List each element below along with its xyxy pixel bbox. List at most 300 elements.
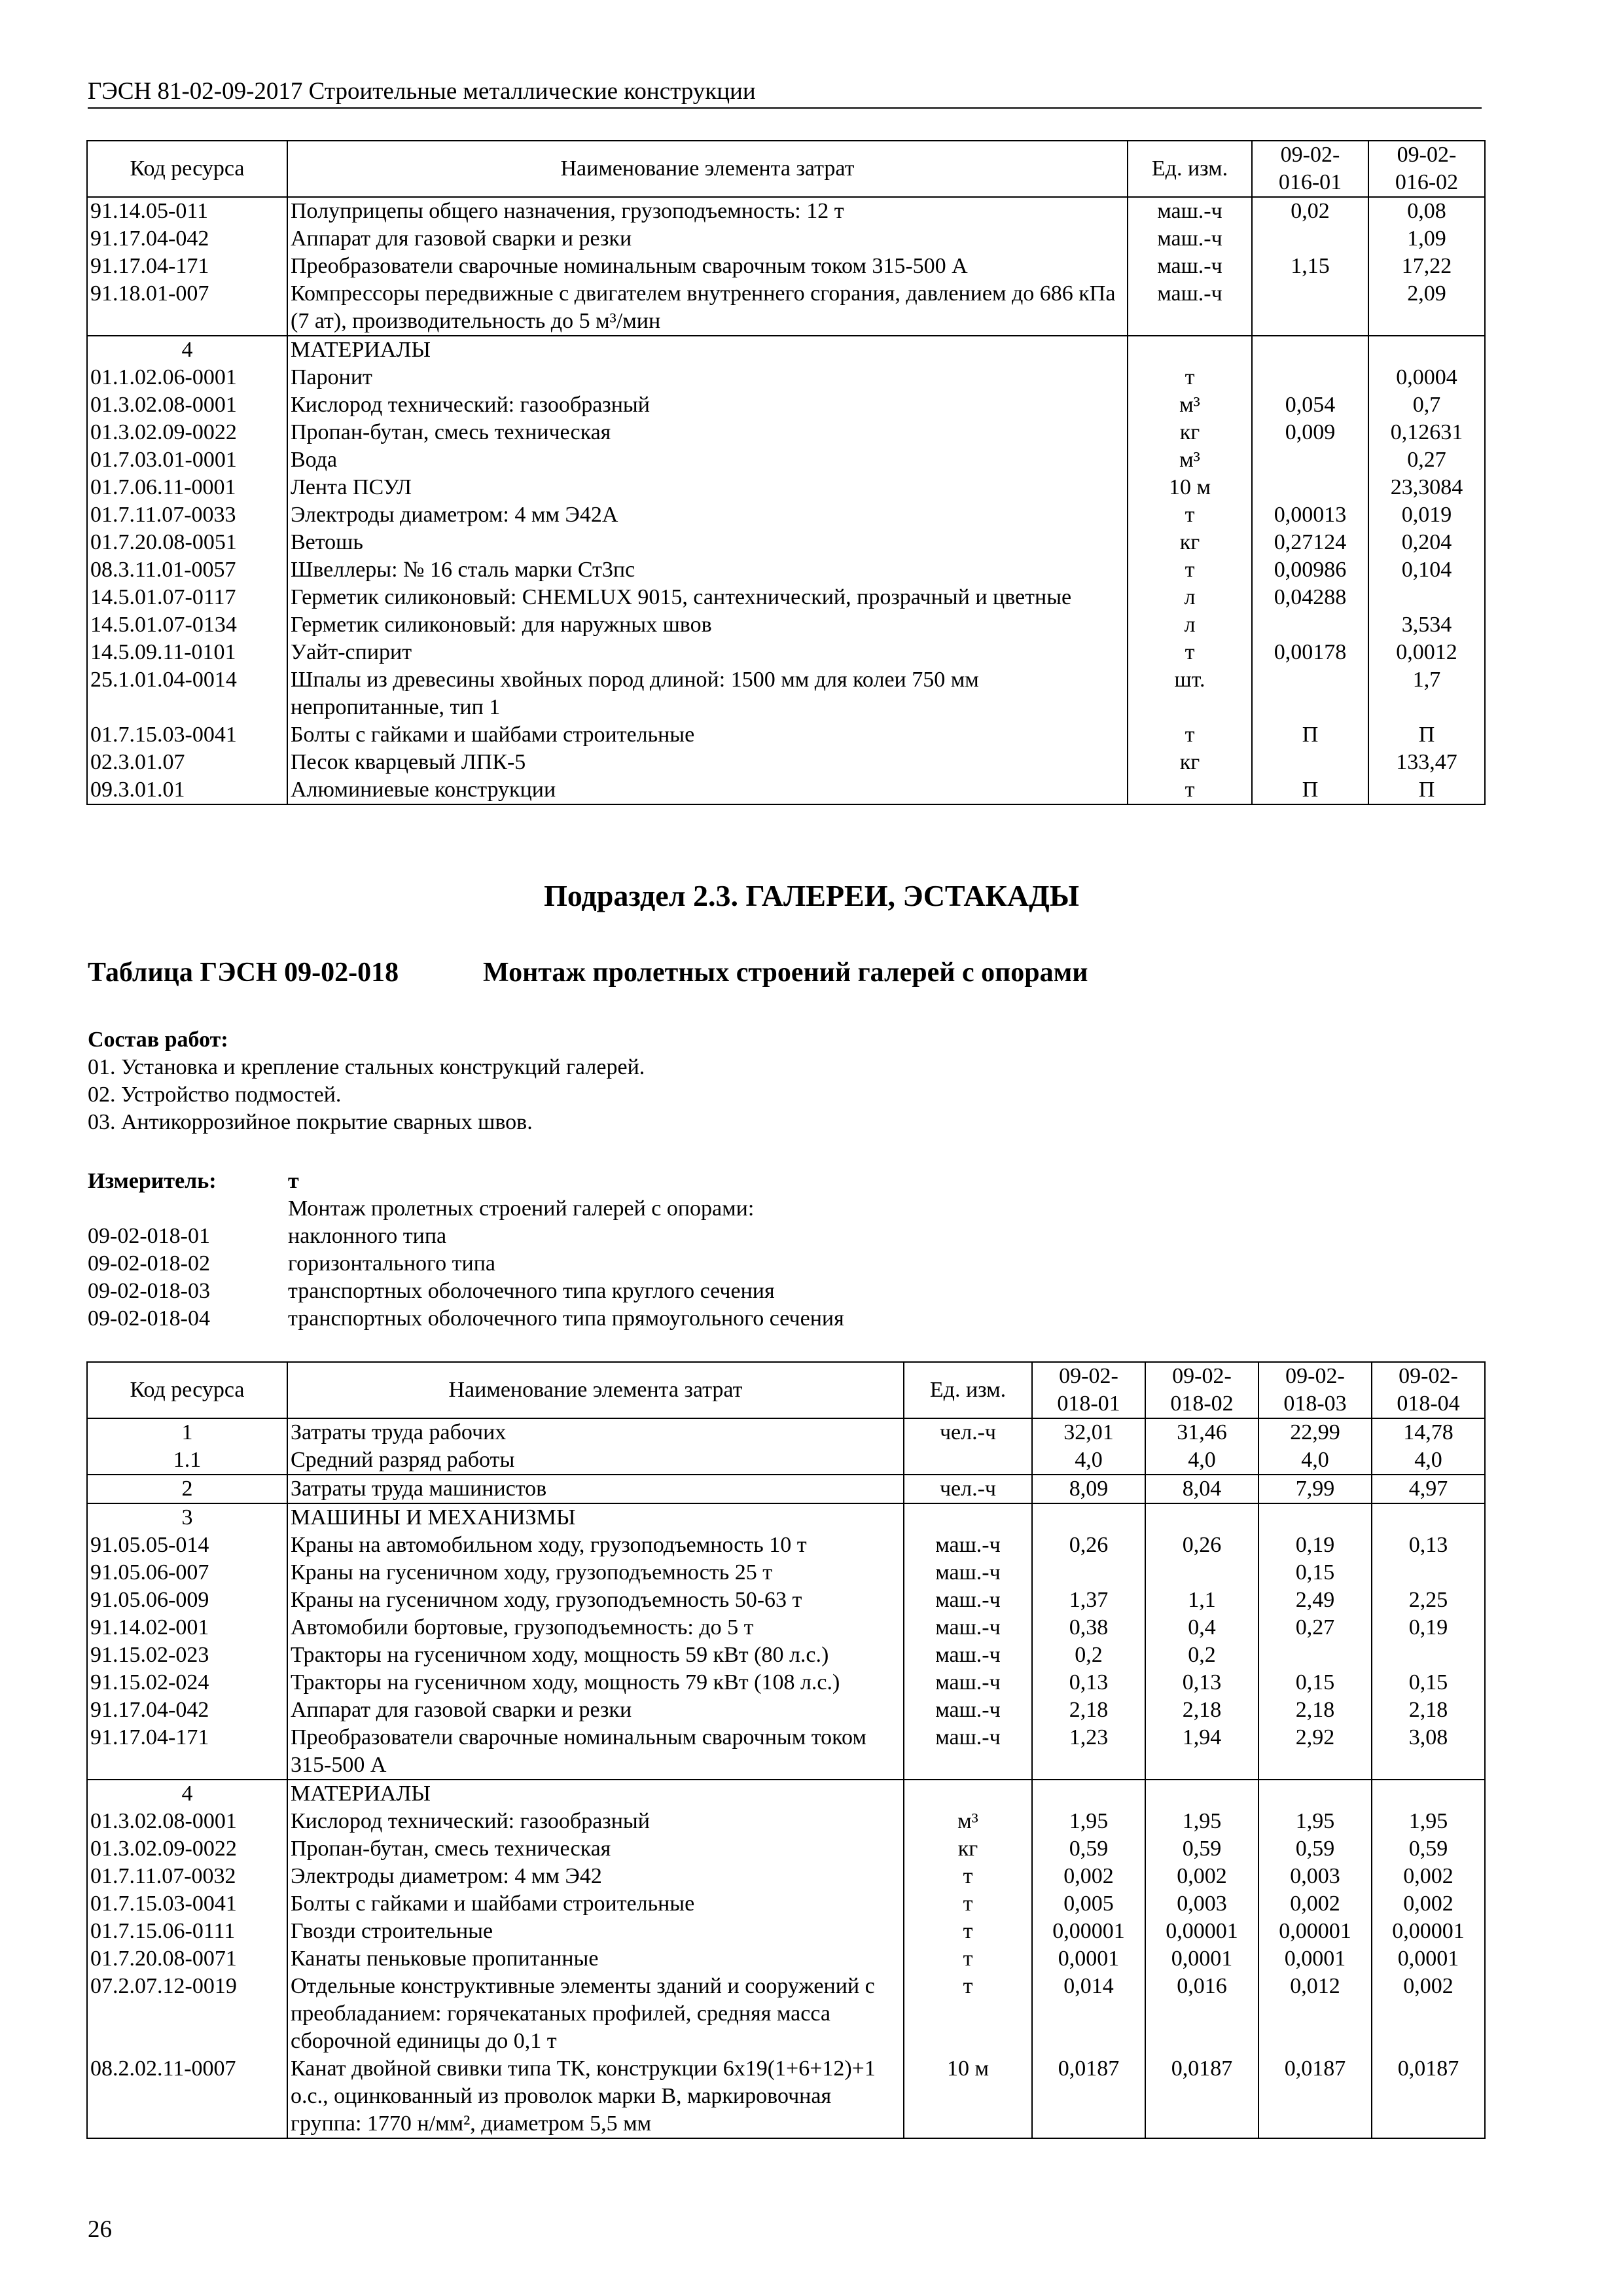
- norm-value: 0,19: [1372, 1614, 1485, 1641]
- table-row: [87, 776, 1485, 804]
- table-row: [87, 391, 1485, 419]
- norm-value: 22,99: [1258, 1418, 1372, 1446]
- resource-code: 91.15.02-024: [87, 1669, 287, 1696]
- norm-value: П: [1368, 721, 1485, 749]
- unit: т: [904, 1863, 1032, 1890]
- norm-value: 0,27: [1258, 1614, 1372, 1641]
- table-title: Монтаж пролетных строений галерей с опорами: [483, 958, 1088, 988]
- norm-value: [1252, 666, 1368, 721]
- unit: т: [904, 1973, 1032, 2055]
- norm-value: 0,2: [1145, 1641, 1258, 1669]
- unit: чел.-ч: [904, 1418, 1032, 1446]
- section-row: [87, 1780, 1485, 1808]
- norm-value: 0,0187: [1032, 2055, 1145, 2138]
- unit: маш.-ч: [1128, 280, 1252, 336]
- resource-code: 01.7.11.07-0033: [87, 501, 287, 529]
- table-row: [87, 721, 1485, 749]
- resource-name: Герметик силиконовый: для наружных швов: [287, 611, 1128, 639]
- norm-value: 0,0001: [1372, 1945, 1485, 1973]
- table-row: [87, 1446, 1485, 1475]
- resource-name: МАШИНЫ И МЕХАНИЗМЫ: [287, 1503, 904, 1532]
- norm-value: 0,15: [1258, 1669, 1372, 1696]
- table-row: [87, 225, 1485, 253]
- norm-value: [1372, 1641, 1485, 1669]
- resource-name: Средний разряд работы: [287, 1446, 904, 1475]
- norm-value: 0,00001: [1145, 1918, 1258, 1945]
- resource-name: МАТЕРИАЛЫ: [287, 336, 1128, 364]
- measure-items: [88, 1223, 1331, 1333]
- unit: м³: [904, 1808, 1032, 1835]
- table-row: [87, 639, 1485, 666]
- running-header: ГЭСН 81-02-09-2017 Строительные металлические конструкции: [88, 77, 1482, 109]
- resource-name: Затраты труда машинистов: [287, 1475, 904, 1503]
- column-header: 09-02- 018-04: [1372, 1362, 1485, 1418]
- resource-table-016: [86, 140, 1486, 805]
- work-items: [88, 1054, 645, 1136]
- unit: кг: [904, 1835, 1032, 1863]
- measure-text: горизонтального типа: [288, 1251, 495, 1276]
- resource-code: 02.3.01.07: [87, 749, 287, 776]
- resource-name: Электроды диаметром: 4 мм Э42А: [287, 501, 1128, 529]
- unit: [904, 1446, 1032, 1475]
- unit: маш.-ч: [904, 1587, 1032, 1614]
- norm-value: 0,08: [1368, 197, 1485, 225]
- norm-value: 2,18: [1258, 1696, 1372, 1724]
- resource-name: Лента ПСУЛ: [287, 474, 1128, 501]
- norm-value: 0,054: [1252, 391, 1368, 419]
- resource-code: 4: [87, 1780, 287, 1808]
- norm-value: 7,99: [1258, 1475, 1372, 1503]
- norm-value: 0,003: [1258, 1863, 1372, 1890]
- table-header-row: [87, 141, 1485, 197]
- resource-code: 14.5.09.11-0101: [87, 639, 287, 666]
- norm-value: 2,18: [1145, 1696, 1258, 1724]
- norm-value: 2,25: [1372, 1587, 1485, 1614]
- norm-value: [1032, 1503, 1145, 1532]
- column-header: 09-02- 018-03: [1258, 1362, 1372, 1418]
- norm-value: 0,27124: [1252, 529, 1368, 556]
- resource-name: Краны на автомобильном ходу, грузоподъемность 10 т: [287, 1532, 904, 1559]
- measure-code: 09-02-018-01: [88, 1224, 210, 1248]
- unit: л: [1128, 584, 1252, 611]
- resource-name: Кислород технический: газообразный: [287, 1808, 904, 1835]
- resource-code: 1.1: [87, 1446, 287, 1475]
- unit: кг: [1128, 419, 1252, 446]
- norm-value: 0,59: [1372, 1835, 1485, 1863]
- norm-value: 0,002: [1372, 1863, 1485, 1890]
- work-item: 02. Устройство подмостей.: [88, 1083, 342, 1107]
- norm-value: [1368, 584, 1485, 611]
- resource-code: 91.15.02-023: [87, 1641, 287, 1669]
- table-row: [87, 2055, 1485, 2138]
- resource-name: Песок кварцевый ЛПК-5: [287, 749, 1128, 776]
- resource-code: 91.17.04-042: [87, 225, 287, 253]
- table-row: [87, 1669, 1485, 1696]
- unit: маш.-ч: [904, 1696, 1032, 1724]
- norm-value: 0,12631: [1368, 419, 1485, 446]
- unit: маш.-ч: [904, 1724, 1032, 1780]
- norm-value: 0,00178: [1252, 639, 1368, 666]
- norm-value: П: [1252, 776, 1368, 804]
- resource-code: 09.3.01.01: [87, 776, 287, 804]
- resource-code: 08.2.02.11-0007: [87, 2055, 287, 2138]
- norm-value: 0,38: [1032, 1614, 1145, 1641]
- table-row: [87, 446, 1485, 474]
- resource-code: 91.14.05-011: [87, 197, 287, 225]
- table-header-row: [87, 1362, 1485, 1418]
- resource-code: 01.7.15.03-0041: [87, 721, 287, 749]
- table-row: [87, 1418, 1485, 1446]
- unit: 10 м: [1128, 474, 1252, 501]
- column-header: 09-02- 018-01: [1032, 1362, 1145, 1418]
- section-row: [87, 336, 1485, 364]
- norm-value: 0,02: [1252, 197, 1368, 225]
- norm-value: 0,0001: [1145, 1945, 1258, 1973]
- norm-value: 0,002: [1032, 1863, 1145, 1890]
- norm-value: 1,7: [1368, 666, 1485, 721]
- unit: маш.-ч: [1128, 225, 1252, 253]
- table-row: [87, 1532, 1485, 1559]
- norm-value: [1145, 1780, 1258, 1808]
- resource-name: Полуприцепы общего назначения, грузоподъемность: 12 т: [287, 197, 1128, 225]
- measure-text: транспортных оболочечного типа круглого сечения: [288, 1279, 775, 1303]
- norm-value: [1032, 1780, 1145, 1808]
- resource-name: Швеллеры: № 16 сталь марки Ст3пс: [287, 556, 1128, 584]
- norm-value: 1,23: [1032, 1724, 1145, 1780]
- norm-value: 0,0012: [1368, 639, 1485, 666]
- norm-value: 4,97: [1372, 1475, 1485, 1503]
- table-row: [87, 1724, 1485, 1780]
- table-row: [87, 280, 1485, 336]
- norm-value: 0,59: [1032, 1835, 1145, 1863]
- resource-code: 3: [87, 1503, 287, 1532]
- norm-value: 1,09: [1368, 225, 1485, 253]
- norm-value: 0,04288: [1252, 584, 1368, 611]
- unit: маш.-ч: [904, 1559, 1032, 1587]
- resource-name: Тракторы на гусеничном ходу, мощность 79 кВт (108 л.с.): [287, 1669, 904, 1696]
- column-header: Ед. изм.: [1128, 141, 1252, 197]
- norm-value: 4,0: [1145, 1446, 1258, 1475]
- norm-value: 133,47: [1368, 749, 1485, 776]
- norm-value: 0,002: [1372, 1890, 1485, 1918]
- norm-value: [1252, 611, 1368, 639]
- resource-code: 01.7.15.03-0041: [87, 1890, 287, 1918]
- resource-code: 4: [87, 336, 287, 364]
- resource-code: 01.3.02.09-0022: [87, 1835, 287, 1863]
- norm-value: [1145, 1503, 1258, 1532]
- unit: т: [1128, 364, 1252, 391]
- measure-item: [88, 1250, 1331, 1278]
- resource-code: 91.05.06-009: [87, 1587, 287, 1614]
- unit: маш.-ч: [904, 1614, 1032, 1641]
- resource-name: Вода: [287, 446, 1128, 474]
- norm-value: 0,13: [1032, 1669, 1145, 1696]
- norm-value: 14,78: [1372, 1418, 1485, 1446]
- column-header: Код ресурса: [87, 141, 287, 197]
- column-header: 09-02- 016-01: [1252, 141, 1368, 197]
- resource-name: Электроды диаметром: 4 мм Э42: [287, 1863, 904, 1890]
- work-label: Состав работ:: [88, 1028, 228, 1052]
- norm-value: 0,26: [1145, 1532, 1258, 1559]
- measure-description: Монтаж пролетных строений галерей с опорами:: [288, 1196, 755, 1221]
- resource-code: 01.7.15.06-0111: [87, 1918, 287, 1945]
- norm-value: 4,0: [1258, 1446, 1372, 1475]
- resource-code: 91.05.06-007: [87, 1559, 287, 1587]
- norm-value: 0,012: [1258, 1973, 1372, 2055]
- norm-value: [1252, 446, 1368, 474]
- resource-name: Краны на гусеничном ходу, грузоподъемность 50-63 т: [287, 1587, 904, 1614]
- resource-name: Преобразователи сварочные номинальным сварочным током 315-500 А: [287, 253, 1128, 280]
- norm-value: 0,00001: [1258, 1918, 1372, 1945]
- unit: кг: [1128, 749, 1252, 776]
- resource-code: 01.3.02.08-0001: [87, 391, 287, 419]
- unit: [1128, 336, 1252, 364]
- page-number: 26: [88, 2216, 112, 2243]
- norm-value: 0,002: [1372, 1973, 1485, 2055]
- table-row: [87, 1475, 1485, 1503]
- norm-value: 0,59: [1258, 1835, 1372, 1863]
- norm-value: 2,49: [1258, 1587, 1372, 1614]
- unit: шт.: [1128, 666, 1252, 721]
- norm-value: 1,15: [1252, 253, 1368, 280]
- norm-value: 0,00013: [1252, 501, 1368, 529]
- unit: м³: [1128, 391, 1252, 419]
- resource-code: 07.2.07.12-0019: [87, 1973, 287, 2055]
- measure-code: 09-02-018-04: [88, 1306, 210, 1331]
- norm-value: 0,0187: [1145, 2055, 1258, 2138]
- resource-name: Пропан-бутан, смесь техническая: [287, 1835, 904, 1863]
- norm-value: [1252, 749, 1368, 776]
- table-row: [87, 584, 1485, 611]
- table-row: [87, 1863, 1485, 1890]
- resource-table-018: [86, 1361, 1486, 2139]
- resource-code: 14.5.01.07-0134: [87, 611, 287, 639]
- unit: маш.-ч: [904, 1641, 1032, 1669]
- resource-code: 91.14.02-001: [87, 1614, 287, 1641]
- resource-name: Кислород технический: газообразный: [287, 391, 1128, 419]
- resource-code: 91.05.05-014: [87, 1532, 287, 1559]
- unit: маш.-ч: [904, 1532, 1032, 1559]
- norm-value: [1252, 336, 1368, 364]
- resource-code: 14.5.01.07-0117: [87, 584, 287, 611]
- norm-value: 0,26: [1032, 1532, 1145, 1559]
- resource-name: Краны на гусеничном ходу, грузоподъемность 25 т: [287, 1559, 904, 1587]
- norm-value: 0,15: [1372, 1669, 1485, 1696]
- norm-value: 0,0187: [1258, 2055, 1372, 2138]
- norm-value: 1,37: [1032, 1587, 1145, 1614]
- table-label: Таблица ГЭСН 09-02-018: [88, 958, 399, 988]
- table-row: [87, 1559, 1485, 1587]
- resource-code: 91.17.04-171: [87, 1724, 287, 1780]
- norm-value: [1258, 1641, 1372, 1669]
- resource-name: Болты с гайками и шайбами строительные: [287, 1890, 904, 1918]
- table-row: [87, 1890, 1485, 1918]
- norm-value: 0,13: [1145, 1669, 1258, 1696]
- norm-value: 0,15: [1258, 1559, 1372, 1587]
- table-row: [87, 749, 1485, 776]
- resource-code: 01.7.20.08-0051: [87, 529, 287, 556]
- norm-value: [1258, 1503, 1372, 1532]
- resource-code: 01.3.02.09-0022: [87, 419, 287, 446]
- measure-item: [88, 1223, 1331, 1250]
- resource-code: 1: [87, 1418, 287, 1446]
- resource-name: Герметик силиконовый: CHEMLUX 9015, сантехнический, прозрачный и цветные: [287, 584, 1128, 611]
- norm-value: 1,95: [1032, 1808, 1145, 1835]
- norm-value: 0,016: [1145, 1973, 1258, 2055]
- table-row: [87, 529, 1485, 556]
- unit: маш.-ч: [904, 1669, 1032, 1696]
- resource-name: Тракторы на гусеничном ходу, мощность 59 кВт (80 л.с.): [287, 1641, 904, 1669]
- measure-code: 09-02-018-02: [88, 1251, 210, 1276]
- measure-text: наклонного типа: [288, 1224, 447, 1248]
- norm-value: 0,002: [1258, 1890, 1372, 1918]
- resource-name: Канат двойной свивки типа ТК, конструкции 6х19(1+6+12)+1 о.с., оцинкованный из проволок марки В, маркировочная группа: 1770 н/мм², диаметром 5,5 мм: [287, 2055, 904, 2138]
- norm-value: 3,534: [1368, 611, 1485, 639]
- resource-name: Затраты труда рабочих: [287, 1418, 904, 1446]
- column-header: Наименование элемента затрат: [287, 1362, 904, 1418]
- unit: м³: [1128, 446, 1252, 474]
- resource-code: 01.3.02.08-0001: [87, 1808, 287, 1835]
- norm-value: [1145, 1559, 1258, 1587]
- norm-value: 0,104: [1368, 556, 1485, 584]
- norm-value: 0,19: [1258, 1532, 1372, 1559]
- resource-name: Пропан-бутан, смесь техническая: [287, 419, 1128, 446]
- unit: маш.-ч: [1128, 197, 1252, 225]
- unit: т: [1128, 776, 1252, 804]
- section-title: Подраздел 2.3. ГАЛЕРЕИ, ЭСТАКАДЫ: [544, 879, 1079, 912]
- norm-value: 0,0001: [1032, 1945, 1145, 1973]
- norm-value: [1368, 336, 1485, 364]
- resource-code: 25.1.01.04-0014: [87, 666, 287, 721]
- resource-code: 01.7.03.01-0001: [87, 446, 287, 474]
- resource-name: Отдельные конструктивные элементы зданий и сооружений с преобладанием: горячекатаных профилей, средняя масса сборочной единицы до 0,1 т: [287, 1973, 904, 2055]
- norm-value: 0,59: [1145, 1835, 1258, 1863]
- resource-code: 08.3.11.01-0057: [87, 556, 287, 584]
- unit: кг: [1128, 529, 1252, 556]
- resource-name: Шпалы из древесины хвойных пород длиной: 1500 мм для колеи 750 мм непропитанные, тип 1: [287, 666, 1128, 721]
- table-row: [87, 197, 1485, 225]
- resource-name: Канаты пеньковые пропитанные: [287, 1945, 904, 1973]
- resource-code: 01.7.20.08-0071: [87, 1945, 287, 1973]
- resource-name: Алюминиевые конструкции: [287, 776, 1128, 804]
- unit: чел.-ч: [904, 1475, 1032, 1503]
- norm-value: 1,94: [1145, 1724, 1258, 1780]
- resource-code: 2: [87, 1475, 287, 1503]
- norm-value: 32,01: [1032, 1418, 1145, 1446]
- norm-value: [1258, 1780, 1372, 1808]
- norm-value: 23,3084: [1368, 474, 1485, 501]
- norm-value: [1252, 474, 1368, 501]
- norm-value: 17,22: [1368, 253, 1485, 280]
- norm-value: 2,09: [1368, 280, 1485, 336]
- norm-value: 2,18: [1032, 1696, 1145, 1724]
- norm-value: 0,002: [1145, 1863, 1258, 1890]
- unit: т: [1128, 721, 1252, 749]
- unit: т: [904, 1890, 1032, 1918]
- norm-value: 8,04: [1145, 1475, 1258, 1503]
- unit: л: [1128, 611, 1252, 639]
- norm-value: 0,003: [1145, 1890, 1258, 1918]
- norm-value: 0,014: [1032, 1973, 1145, 2055]
- norm-value: [1372, 1780, 1485, 1808]
- table-row: [87, 474, 1485, 501]
- norm-value: 2,92: [1258, 1724, 1372, 1780]
- norm-value: П: [1368, 776, 1485, 804]
- resource-name: Ветошь: [287, 529, 1128, 556]
- norm-value: 0,00001: [1372, 1918, 1485, 1945]
- norm-value: 31,46: [1145, 1418, 1258, 1446]
- table-row: [87, 1808, 1485, 1835]
- norm-value: 4,0: [1372, 1446, 1485, 1475]
- resource-name: Аппарат для газовой сварки и резки: [287, 225, 1128, 253]
- unit: т: [1128, 639, 1252, 666]
- column-header: 09-02- 018-02: [1145, 1362, 1258, 1418]
- norm-value: 0,27: [1368, 446, 1485, 474]
- table-row: [87, 1835, 1485, 1863]
- table-row: [87, 501, 1485, 529]
- resource-name: Компрессоры передвижные с двигателем внутреннего сгорания, давлением до 686 кПа (7 ат), производительность до 5 м³/мин: [287, 280, 1128, 336]
- norm-value: П: [1252, 721, 1368, 749]
- norm-value: 0,009: [1252, 419, 1368, 446]
- table-row: [87, 419, 1485, 446]
- norm-value: 8,09: [1032, 1475, 1145, 1503]
- resource-name: Автомобили бортовые, грузоподъемность: до 5 т: [287, 1614, 904, 1641]
- norm-value: 4,0: [1032, 1446, 1145, 1475]
- resource-code: 91.17.04-171: [87, 253, 287, 280]
- table-row: [87, 1973, 1485, 2055]
- measure-label: Измеритель:: [88, 1169, 217, 1193]
- table-row: [87, 1587, 1485, 1614]
- table-row: [87, 1918, 1485, 1945]
- norm-value: 0,0001: [1258, 1945, 1372, 1973]
- norm-value: 0,005: [1032, 1890, 1145, 1918]
- norm-value: 2,18: [1372, 1696, 1485, 1724]
- work-item: 01. Установка и крепление стальных конструкций галерей.: [88, 1055, 645, 1079]
- unit: т: [904, 1918, 1032, 1945]
- measure-item: [88, 1305, 1331, 1333]
- unit: [904, 1780, 1032, 1808]
- section-row: [87, 1503, 1485, 1532]
- column-header: Наименование элемента затрат: [287, 141, 1128, 197]
- work-item: 03. Антикоррозийное покрытие сварных швов.: [88, 1110, 533, 1134]
- measure-item: [88, 1278, 1331, 1305]
- resource-code: 01.1.02.06-0001: [87, 364, 287, 391]
- table-row: [87, 611, 1485, 639]
- norm-value: 0,2: [1032, 1641, 1145, 1669]
- unit: [904, 1503, 1032, 1532]
- norm-value: [1032, 1559, 1145, 1587]
- norm-value: 0,019: [1368, 501, 1485, 529]
- norm-value: 0,00986: [1252, 556, 1368, 584]
- resource-name: Паронит: [287, 364, 1128, 391]
- table-row: [87, 666, 1485, 721]
- column-header: Код ресурса: [87, 1362, 287, 1418]
- norm-value: [1252, 225, 1368, 253]
- resource-code: 91.18.01-007: [87, 280, 287, 336]
- unit: т: [1128, 556, 1252, 584]
- norm-value: 0,7: [1368, 391, 1485, 419]
- resource-name: МАТЕРИАЛЫ: [287, 1780, 904, 1808]
- norm-value: 1,1: [1145, 1587, 1258, 1614]
- measure-unit: т: [288, 1169, 299, 1193]
- norm-value: 1,95: [1145, 1808, 1258, 1835]
- norm-value: 0,0004: [1368, 364, 1485, 391]
- resource-name: Болты с гайками и шайбами строительные: [287, 721, 1128, 749]
- norm-value: 0,00001: [1032, 1918, 1145, 1945]
- unit: т: [904, 1945, 1032, 1973]
- resource-name: Гвозди строительные: [287, 1918, 904, 1945]
- norm-value: [1252, 280, 1368, 336]
